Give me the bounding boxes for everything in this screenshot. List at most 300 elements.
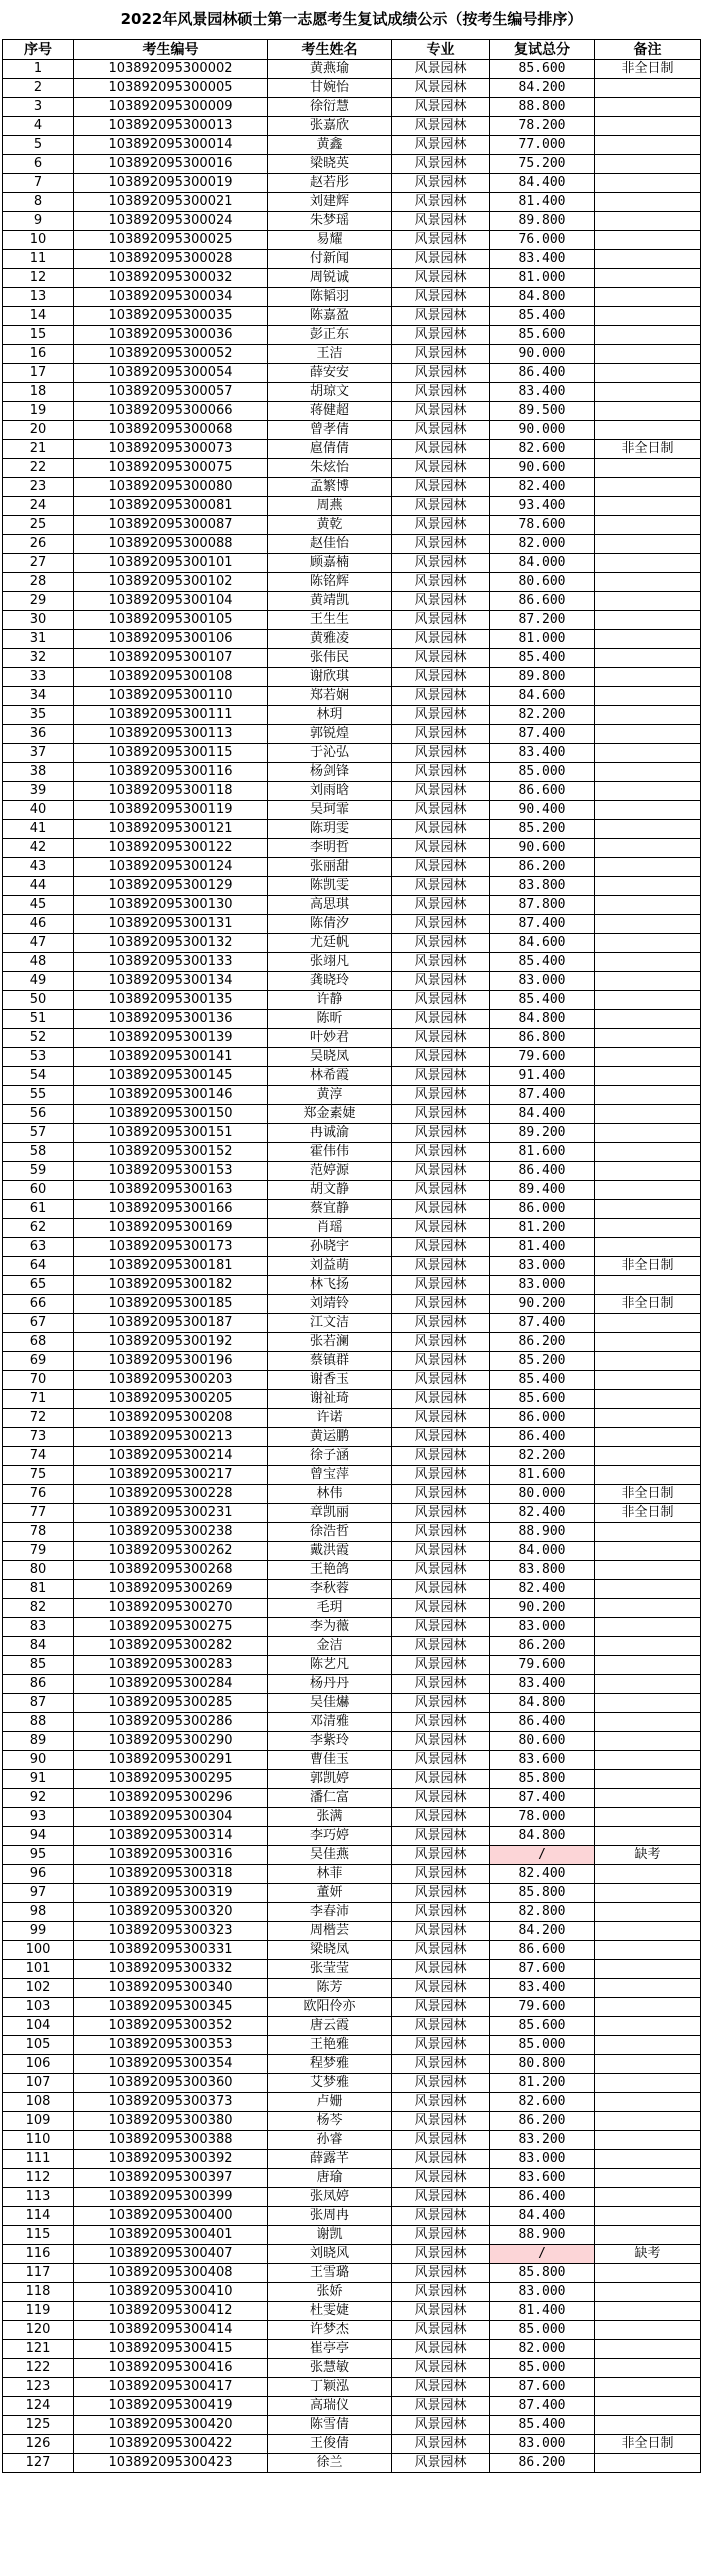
- table-row: [3, 725, 701, 744]
- cell-major: 风景园林: [392, 744, 490, 763]
- cell-remark: [595, 1124, 701, 1143]
- cell-index: 77: [3, 1504, 74, 1523]
- cell-index: 76: [3, 1485, 74, 1504]
- table-row: [3, 2017, 701, 2036]
- cell-major: 风景园林: [392, 1827, 490, 1846]
- header-remark: 备注: [595, 40, 701, 60]
- cell-major: 风景园林: [392, 1086, 490, 1105]
- cell-candidate-name: 梁晓英: [268, 155, 392, 174]
- cell-major: 风景园林: [392, 934, 490, 953]
- cell-major: 风景园林: [392, 1732, 490, 1751]
- cell-candidate-name: 周锐诚: [268, 269, 392, 288]
- cell-remark: [595, 1884, 701, 1903]
- cell-candidate-id: 103892095300286: [74, 1713, 268, 1732]
- cell-major: 风景园林: [392, 2055, 490, 2074]
- table-row: [3, 1523, 701, 1542]
- cell-score: 82.800: [490, 1903, 595, 1922]
- table-row: [3, 288, 701, 307]
- cell-score: 86.400: [490, 1713, 595, 1732]
- cell-candidate-name: 郭锐煌: [268, 725, 392, 744]
- cell-candidate-name: 周燕: [268, 497, 392, 516]
- cell-remark: [595, 1751, 701, 1770]
- cell-score: 81.400: [490, 193, 595, 212]
- cell-score: 89.800: [490, 212, 595, 231]
- cell-major: 风景园林: [392, 1922, 490, 1941]
- cell-remark: [595, 1314, 701, 1333]
- cell-candidate-name: 吴佳爀: [268, 1694, 392, 1713]
- cell-score: 90.600: [490, 839, 595, 858]
- cell-major: 风景园林: [392, 2264, 490, 2283]
- cell-remark: [595, 1979, 701, 1998]
- cell-candidate-name: 曹佳玉: [268, 1751, 392, 1770]
- cell-remark: [595, 193, 701, 212]
- cell-major: 风景园林: [392, 858, 490, 877]
- cell-remark: [595, 630, 701, 649]
- cell-major: 风景园林: [392, 212, 490, 231]
- cell-index: 19: [3, 402, 74, 421]
- cell-remark: [595, 174, 701, 193]
- cell-index: 27: [3, 554, 74, 573]
- cell-candidate-id: 103892095300087: [74, 516, 268, 535]
- cell-remark: [595, 1067, 701, 1086]
- cell-score: 79.600: [490, 1656, 595, 1675]
- cell-index: 113: [3, 2188, 74, 2207]
- cell-index: 96: [3, 1865, 74, 1884]
- cell-candidate-id: 103892095300196: [74, 1352, 268, 1371]
- cell-index: 26: [3, 535, 74, 554]
- cell-major: 风景园林: [392, 2416, 490, 2435]
- cell-major: 风景园林: [392, 1580, 490, 1599]
- table-row: [3, 2264, 701, 2283]
- cell-index: 94: [3, 1827, 74, 1846]
- cell-major: 风景园林: [392, 98, 490, 117]
- cell-index: 105: [3, 2036, 74, 2055]
- table-row: [3, 212, 701, 231]
- cell-candidate-id: 103892095300417: [74, 2378, 268, 2397]
- cell-candidate-id: 103892095300021: [74, 193, 268, 212]
- cell-remark: [595, 554, 701, 573]
- table-row: [3, 364, 701, 383]
- cell-candidate-id: 103892095300104: [74, 592, 268, 611]
- cell-major: 风景园林: [392, 991, 490, 1010]
- cell-index: 58: [3, 1143, 74, 1162]
- table-row: [3, 2359, 701, 2378]
- cell-candidate-name: 李秋蓉: [268, 1580, 392, 1599]
- cell-candidate-name: 黄雅凌: [268, 630, 392, 649]
- cell-candidate-name: 吴珂霏: [268, 801, 392, 820]
- table-row: [3, 1542, 701, 1561]
- cell-score: 83.000: [490, 972, 595, 991]
- cell-candidate-name: 刘益萌: [268, 1257, 392, 1276]
- cell-candidate-name: 王俊倩: [268, 2435, 392, 2454]
- cell-candidate-id: 103892095300132: [74, 934, 268, 953]
- table-row: [3, 1865, 701, 1884]
- cell-index: 99: [3, 1922, 74, 1941]
- cell-candidate-id: 103892095300134: [74, 972, 268, 991]
- cell-candidate-name: 董妍: [268, 1884, 392, 1903]
- table-row: [3, 1656, 701, 1675]
- cell-remark: [595, 2321, 701, 2340]
- cell-score: 81.000: [490, 269, 595, 288]
- cell-candidate-name: 金洁: [268, 1637, 392, 1656]
- cell-score: 83.000: [490, 2435, 595, 2454]
- cell-index: 53: [3, 1048, 74, 1067]
- cell-candidate-name: 张伟民: [268, 649, 392, 668]
- cell-major: 风景园林: [392, 383, 490, 402]
- cell-score: 85.200: [490, 820, 595, 839]
- cell-candidate-name: 徐子涵: [268, 1447, 392, 1466]
- cell-candidate-id: 103892095300110: [74, 687, 268, 706]
- cell-candidate-name: 曾孝倩: [268, 421, 392, 440]
- table-row: [3, 1105, 701, 1124]
- cell-remark: [595, 1865, 701, 1884]
- cell-major: 风景园林: [392, 1884, 490, 1903]
- cell-candidate-id: 103892095300005: [74, 79, 268, 98]
- cell-score: 85.400: [490, 649, 595, 668]
- cell-candidate-id: 103892095300397: [74, 2169, 268, 2188]
- cell-candidate-id: 103892095300320: [74, 1903, 268, 1922]
- cell-candidate-name: 吴佳燕: [268, 1846, 392, 1865]
- cell-candidate-id: 103892095300166: [74, 1200, 268, 1219]
- cell-index: 90: [3, 1751, 74, 1770]
- cell-score: 82.400: [490, 478, 595, 497]
- cell-candidate-name: 蔡宜静: [268, 1200, 392, 1219]
- table-row: [3, 1371, 701, 1390]
- cell-remark: [595, 1789, 701, 1808]
- cell-score: 87.400: [490, 725, 595, 744]
- cell-remark: [595, 117, 701, 136]
- cell-candidate-name: 王雪璐: [268, 2264, 392, 2283]
- cell-score: 86.400: [490, 1428, 595, 1447]
- cell-candidate-name: 霍伟伟: [268, 1143, 392, 1162]
- cell-score: 84.600: [490, 687, 595, 706]
- cell-candidate-id: 103892095300121: [74, 820, 268, 839]
- cell-candidate-id: 103892095300290: [74, 1732, 268, 1751]
- cell-remark: 非全日制: [595, 1295, 701, 1314]
- cell-major: 风景园林: [392, 136, 490, 155]
- cell-remark: [595, 2131, 701, 2150]
- cell-score: 89.400: [490, 1181, 595, 1200]
- cell-index: 52: [3, 1029, 74, 1048]
- cell-score: 79.600: [490, 1048, 595, 1067]
- cell-major: 风景园林: [392, 174, 490, 193]
- cell-index: 85: [3, 1656, 74, 1675]
- cell-index: 127: [3, 2454, 74, 2473]
- cell-score: 82.200: [490, 1447, 595, 1466]
- cell-candidate-name: 陈嘉盈: [268, 307, 392, 326]
- cell-major: 风景园林: [392, 1903, 490, 1922]
- cell-remark: [595, 1637, 701, 1656]
- cell-candidate-name: 郑若娴: [268, 687, 392, 706]
- cell-score: /: [490, 1846, 595, 1865]
- cell-remark: [595, 2264, 701, 2283]
- cell-candidate-name: 杨芩: [268, 2112, 392, 2131]
- cell-score: 85.200: [490, 1352, 595, 1371]
- cell-candidate-name: 邓清雅: [268, 1713, 392, 1732]
- cell-major: 风景园林: [392, 60, 490, 79]
- cell-major: 风景园林: [392, 573, 490, 592]
- header-candidate-id: 考生编号: [74, 40, 268, 60]
- cell-remark: 非全日制: [595, 60, 701, 79]
- cell-remark: [595, 1200, 701, 1219]
- cell-major: 风景园林: [392, 649, 490, 668]
- cell-candidate-name: 张丽甜: [268, 858, 392, 877]
- cell-candidate-id: 103892095300141: [74, 1048, 268, 1067]
- cell-candidate-name: 丁颖泓: [268, 2378, 392, 2397]
- cell-major: 风景园林: [392, 1428, 490, 1447]
- cell-score: 84.400: [490, 2207, 595, 2226]
- table-row: [3, 1580, 701, 1599]
- cell-candidate-name: 王艳雅: [268, 2036, 392, 2055]
- cell-index: 6: [3, 155, 74, 174]
- cell-major: 风景园林: [392, 1352, 490, 1371]
- cell-major: 风景园林: [392, 1789, 490, 1808]
- cell-index: 37: [3, 744, 74, 763]
- table-row: [3, 2340, 701, 2359]
- cell-candidate-name: 孟繁博: [268, 478, 392, 497]
- table-row: [3, 269, 701, 288]
- table-row: [3, 98, 701, 117]
- table-row: [3, 478, 701, 497]
- cell-major: 风景园林: [392, 782, 490, 801]
- cell-candidate-id: 103892095300181: [74, 1257, 268, 1276]
- cell-remark: [595, 1105, 701, 1124]
- cell-major: 风景园林: [392, 877, 490, 896]
- cell-remark: [595, 288, 701, 307]
- cell-score: 83.000: [490, 1618, 595, 1637]
- cell-candidate-id: 103892095300034: [74, 288, 268, 307]
- cell-score: 87.400: [490, 2397, 595, 2416]
- cell-candidate-name: 林伟: [268, 1485, 392, 1504]
- table-row: [3, 877, 701, 896]
- cell-candidate-id: 103892095300410: [74, 2283, 268, 2302]
- cell-score: 83.200: [490, 2131, 595, 2150]
- cell-candidate-name: 蔡镇群: [268, 1352, 392, 1371]
- cell-major: 风景园林: [392, 554, 490, 573]
- table-row: [3, 820, 701, 839]
- cell-major: 风景园林: [392, 1314, 490, 1333]
- cell-major: 风景园林: [392, 535, 490, 554]
- cell-candidate-id: 103892095300360: [74, 2074, 268, 2093]
- cell-score: 86.800: [490, 1029, 595, 1048]
- cell-remark: [595, 2074, 701, 2093]
- cell-score: 85.400: [490, 991, 595, 1010]
- cell-candidate-id: 103892095300187: [74, 1314, 268, 1333]
- cell-index: 48: [3, 953, 74, 972]
- cell-major: 风景园林: [392, 1200, 490, 1219]
- cell-candidate-id: 103892095300019: [74, 174, 268, 193]
- cell-candidate-id: 103892095300192: [74, 1333, 268, 1352]
- cell-candidate-name: 陈倩汐: [268, 915, 392, 934]
- cell-remark: [595, 1371, 701, 1390]
- cell-index: 34: [3, 687, 74, 706]
- table-row: [3, 79, 701, 98]
- cell-index: 32: [3, 649, 74, 668]
- cell-candidate-name: 郑金素婕: [268, 1105, 392, 1124]
- cell-major: 风景园林: [392, 2207, 490, 2226]
- table-row: [3, 1447, 701, 1466]
- cell-major: 风景园林: [392, 668, 490, 687]
- cell-index: 109: [3, 2112, 74, 2131]
- cell-remark: 非全日制: [595, 1485, 701, 1504]
- cell-index: 122: [3, 2359, 74, 2378]
- cell-score: 87.400: [490, 1086, 595, 1105]
- cell-score: /: [490, 2245, 595, 2264]
- cell-candidate-name: 张凤婷: [268, 2188, 392, 2207]
- cell-index: 88: [3, 1713, 74, 1732]
- cell-candidate-id: 103892095300088: [74, 535, 268, 554]
- cell-score: 90.200: [490, 1295, 595, 1314]
- cell-index: 124: [3, 2397, 74, 2416]
- cell-remark: [595, 1029, 701, 1048]
- cell-index: 22: [3, 459, 74, 478]
- cell-index: 66: [3, 1295, 74, 1314]
- table-row: [3, 516, 701, 535]
- cell-major: 风景园林: [392, 687, 490, 706]
- cell-candidate-id: 103892095300262: [74, 1542, 268, 1561]
- table-row: [3, 1200, 701, 1219]
- cell-candidate-name: 江文洁: [268, 1314, 392, 1333]
- cell-candidate-id: 103892095300052: [74, 345, 268, 364]
- cell-major: 风景园林: [392, 801, 490, 820]
- cell-major: 风景园林: [392, 269, 490, 288]
- table-row: [3, 2131, 701, 2150]
- table-row: [3, 2397, 701, 2416]
- table-row: [3, 991, 701, 1010]
- cell-major: 风景园林: [392, 1599, 490, 1618]
- table-row: [3, 801, 701, 820]
- cell-index: 125: [3, 2416, 74, 2435]
- cell-score: 84.600: [490, 934, 595, 953]
- cell-candidate-id: 103892095300025: [74, 231, 268, 250]
- cell-remark: [595, 1732, 701, 1751]
- cell-candidate-id: 103892095300314: [74, 1827, 268, 1846]
- cell-index: 25: [3, 516, 74, 535]
- cell-score: 80.600: [490, 1732, 595, 1751]
- cell-candidate-name: 徐衍慧: [268, 98, 392, 117]
- cell-candidate-name: 薛安安: [268, 364, 392, 383]
- cell-index: 115: [3, 2226, 74, 2245]
- cell-index: 35: [3, 706, 74, 725]
- cell-remark: [595, 991, 701, 1010]
- cell-major: 风景园林: [392, 1447, 490, 1466]
- cell-candidate-id: 103892095300284: [74, 1675, 268, 1694]
- cell-index: 33: [3, 668, 74, 687]
- cell-score: 83.400: [490, 744, 595, 763]
- cell-remark: [595, 1390, 701, 1409]
- cell-score: 83.400: [490, 383, 595, 402]
- cell-score: 79.600: [490, 1998, 595, 2017]
- cell-candidate-name: 陈艺凡: [268, 1656, 392, 1675]
- cell-candidate-id: 103892095300331: [74, 1941, 268, 1960]
- cell-remark: [595, 1238, 701, 1257]
- cell-candidate-id: 103892095300173: [74, 1238, 268, 1257]
- cell-score: 87.400: [490, 1789, 595, 1808]
- table-row: [3, 1124, 701, 1143]
- cell-remark: [595, 915, 701, 934]
- cell-index: 69: [3, 1352, 74, 1371]
- cell-index: 106: [3, 2055, 74, 2074]
- cell-remark: [595, 972, 701, 991]
- cell-candidate-id: 103892095300028: [74, 250, 268, 269]
- cell-candidate-id: 103892095300035: [74, 307, 268, 326]
- cell-score: 85.800: [490, 2264, 595, 2283]
- cell-score: 89.800: [490, 668, 595, 687]
- cell-remark: [595, 98, 701, 117]
- cell-major: 风景园林: [392, 1960, 490, 1979]
- cell-score: 83.400: [490, 250, 595, 269]
- cell-candidate-name: 付新闻: [268, 250, 392, 269]
- cell-candidate-name: 刘晓风: [268, 2245, 392, 2264]
- cell-score: 82.600: [490, 2093, 595, 2112]
- cell-remark: [595, 250, 701, 269]
- cell-candidate-id: 103892095300275: [74, 1618, 268, 1637]
- table-row: [3, 763, 701, 782]
- cell-candidate-name: 卢姗: [268, 2093, 392, 2112]
- cell-remark: [595, 2188, 701, 2207]
- cell-major: 风景园林: [392, 1105, 490, 1124]
- cell-score: 84.200: [490, 79, 595, 98]
- page-title: 2022年风景园林硕士第一志愿考生复试成绩公示（按考生编号排序）: [120, 10, 583, 28]
- cell-score: 86.400: [490, 364, 595, 383]
- cell-candidate-name: 张若澜: [268, 1333, 392, 1352]
- table-row: [3, 1466, 701, 1485]
- cell-score: 81.400: [490, 2302, 595, 2321]
- cell-remark: [595, 1542, 701, 1561]
- table-row: [3, 2169, 701, 2188]
- cell-score: 83.000: [490, 1257, 595, 1276]
- cell-candidate-id: 103892095300107: [74, 649, 268, 668]
- cell-index: 75: [3, 1466, 74, 1485]
- cell-major: 风景园林: [392, 1409, 490, 1428]
- cell-candidate-id: 103892095300075: [74, 459, 268, 478]
- cell-major: 风景园林: [392, 2112, 490, 2131]
- cell-remark: 非全日制: [595, 1257, 701, 1276]
- table-row: [3, 896, 701, 915]
- cell-candidate-id: 103892095300152: [74, 1143, 268, 1162]
- table-row: [3, 1219, 701, 1238]
- cell-index: 23: [3, 478, 74, 497]
- cell-candidate-name: 张周冉: [268, 2207, 392, 2226]
- cell-remark: [595, 573, 701, 592]
- cell-score: 84.400: [490, 174, 595, 193]
- cell-candidate-id: 103892095300073: [74, 440, 268, 459]
- table-row: [3, 459, 701, 478]
- cell-index: 82: [3, 1599, 74, 1618]
- cell-candidate-name: 甘婉怡: [268, 79, 392, 98]
- cell-candidate-name: 张慧敏: [268, 2359, 392, 2378]
- table-row: [3, 1618, 701, 1637]
- table-row: [3, 2150, 701, 2169]
- cell-score: 85.400: [490, 2416, 595, 2435]
- cell-candidate-id: 103892095300407: [74, 2245, 268, 2264]
- cell-candidate-name: 张满: [268, 1808, 392, 1827]
- cell-major: 风景园林: [392, 2454, 490, 2473]
- cell-candidate-id: 103892095300345: [74, 1998, 268, 2017]
- cell-major: 风景园林: [392, 592, 490, 611]
- cell-major: 风景园林: [392, 193, 490, 212]
- cell-candidate-name: 黄燕瑜: [268, 60, 392, 79]
- cell-candidate-id: 103892095300101: [74, 554, 268, 573]
- cell-index: 98: [3, 1903, 74, 1922]
- cell-major: 风景园林: [392, 1618, 490, 1637]
- cell-candidate-name: 陈韬羽: [268, 288, 392, 307]
- cell-remark: [595, 2226, 701, 2245]
- table-row: [3, 345, 701, 364]
- cell-remark: [595, 2359, 701, 2378]
- table-row: [3, 782, 701, 801]
- cell-major: 风景园林: [392, 2283, 490, 2302]
